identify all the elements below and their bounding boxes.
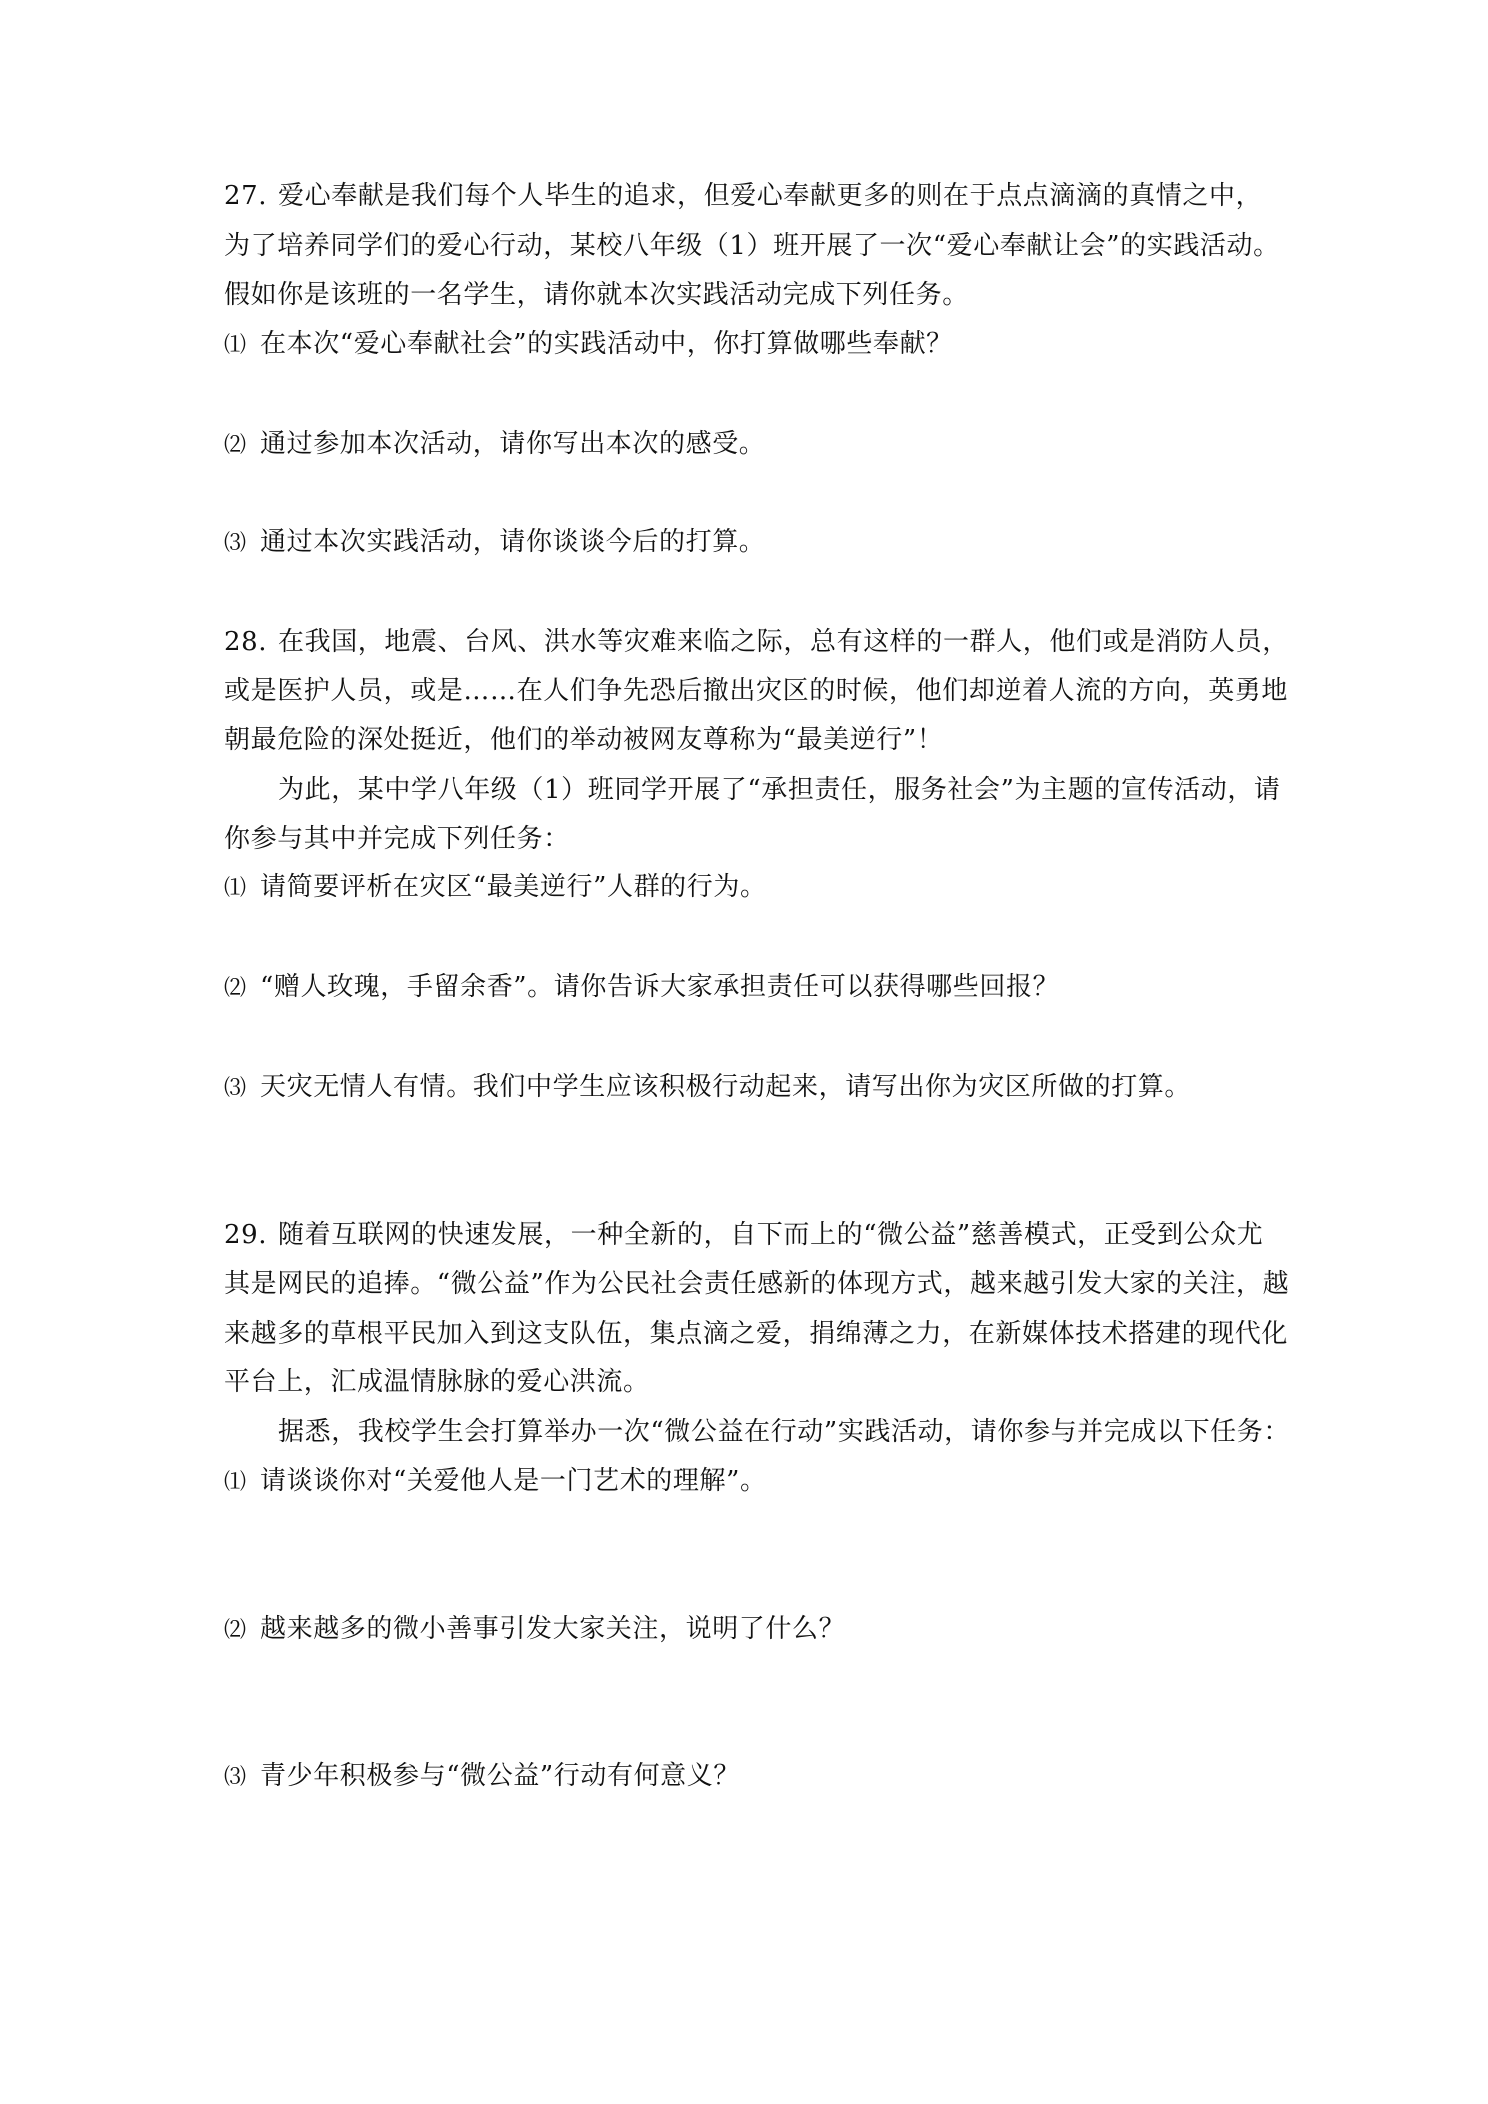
question-28-sub-1 [224,869,767,907]
question-27-line-2: 为了培养同学们的爱心行动，某校八年级（1）班开展了一次“爱心奉献让会”的实践活动。 [224,231,1280,261]
sub-marker: ⑵ [224,1618,247,1643]
question-29-line-1 [224,1217,1263,1253]
sub-text: 越来越多的微小善事引发大家关注，说明了什么？ [260,1614,846,1644]
question-28-number: 28. [224,627,268,657]
question-27-number: 27. [224,181,268,211]
sub-text: 请谈谈你对“关爱他人是一门艺术的理解”。 [260,1466,767,1496]
sub-marker: ⑴ [224,876,247,901]
sub-marker: ⑵ [224,433,247,458]
question-28-line-1 [224,624,1289,660]
question-28-sub-3 [224,1069,1191,1107]
question-27-line-3: 假如你是该班的一名学生，请你就本次实践活动完成下列任务。 [224,280,969,310]
sub-marker: ⑴ [224,1470,247,1495]
sub-text: 请简要评析在灾区“最美逆行”人群的行为。 [260,872,767,902]
question-28-sub-2 [224,969,1059,1007]
sub-text: “赠人玫瑰，手留余香”。请你告诉大家承担责任可以获得哪些回报？ [260,972,1060,1002]
sub-marker: ⑵ [224,976,247,1001]
question-29-text: 随着互联网的快速发展，一种全新的，自下而上的“微公益”慈善模式，正受到公众尤 [278,1220,1264,1250]
question-29-line-5: 据悉，我校学生会打算举办一次“微公益在行动”实践活动，请你参与并完成以下任务： [278,1417,1290,1447]
question-29-sub-1 [224,1463,767,1501]
question-28-line-2: 或是医护人员，或是……在人们争先恐后撤出灾区的时候，他们却逆着人流的方向，英勇地 [224,676,1289,706]
sub-text: 天灾无情人有情。我们中学生应该积极行动起来，请写出你为灾区所做的打算。 [260,1072,1192,1102]
question-28-line-3: 朝最危险的深处挺近，他们的举动被网友尊称为“最美逆行”！ [224,725,944,755]
question-29-number: 29. [224,1220,268,1250]
question-27-sub-2 [224,426,765,464]
question-27-line-1 [224,178,1262,214]
sub-marker: ⑶ [224,1765,247,1790]
sub-marker: ⑶ [224,1076,247,1101]
sub-text: 青少年积极参与“微公益”行动有何意义？ [260,1761,740,1791]
question-29-line-4: 平台上，汇成温情脉脉的爱心洪流。 [224,1367,650,1397]
question-29-sub-2 [224,1611,845,1649]
question-27-sub-3 [224,524,765,562]
sub-marker: ⑴ [224,333,247,358]
question-28-line-5: 你参与其中并完成下列任务： [224,824,570,854]
question-27-text: 爱心奉献是我们每个人毕生的追求，但爱心奉献更多的则在于点点滴滴的真情之中， [278,181,1263,211]
question-29-line-2: 其是网民的追捧。“微公益”作为公民社会责任感新的体现方式，越来越引发大家的关注，越 [224,1269,1290,1299]
sub-text: 在本次“爱心奉献社会”的实践活动中，你打算做哪些奉献？ [260,329,953,359]
question-28-line-4: 为此，某中学八年级（1）班同学开展了“承担责任，服务社会”为主题的宣传活动，请 [278,775,1281,805]
question-28-text: 在我国，地震、台风、洪水等灾难来临之际，总有这样的一群人，他们或是消防人员， [278,627,1289,657]
question-27-sub-1 [224,326,953,364]
sub-marker: ⑶ [224,531,247,556]
question-29-line-3: 来越多的草根平民加入到这支队伍，集点滴之爱，捐绵薄之力，在新媒体技术搭建的现代化 [224,1319,1289,1349]
sub-text: 通过本次实践活动，请你谈谈今后的打算。 [260,527,766,557]
question-29-sub-3 [224,1758,740,1796]
sub-text: 通过参加本次活动，请你写出本次的感受。 [260,429,766,459]
